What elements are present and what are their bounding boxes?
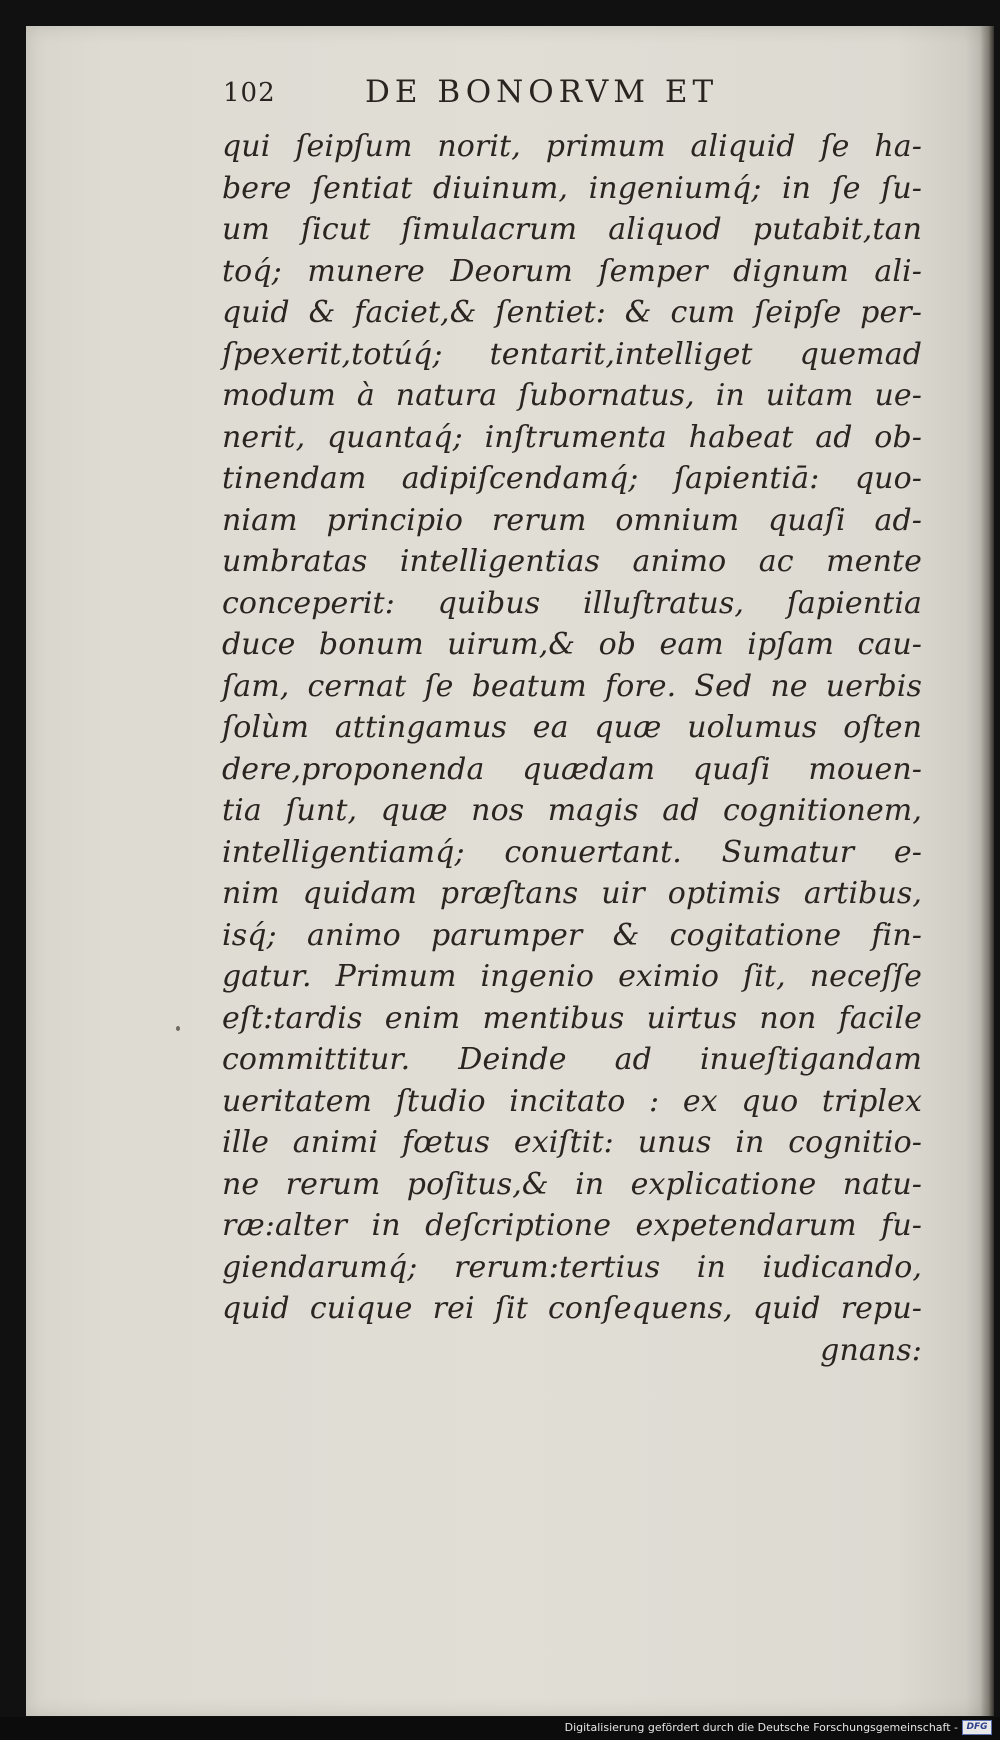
text-line: duce bonum uirum,& ob eam ipſam cau-: [222, 627, 922, 662]
text-line: nerit, quantaq́; inſtrumenta habeat ad ob-: [222, 419, 922, 455]
text-line: ſolùm attingamus ea quæ uolumus oſten: [222, 710, 922, 745]
paper-spot: [176, 1026, 180, 1031]
text-line: isq́; animo parumper & cogitatione fin-: [222, 917, 922, 953]
text-line: qui ſeipſum norit, primum aliquid ſe ha-: [222, 129, 922, 164]
text-line: intelligentiamq́; conuertant. Sumatur e-: [222, 834, 922, 870]
text-line: um ſicut ſimulacrum aliquod putabit,tan: [222, 212, 922, 247]
text-line: conceperit: quibus illuſtratus, ſapientia: [222, 585, 922, 621]
funding-credit: Digitalisierung gefördert durch die Deutsche Forschungsgemeinschaft -: [564, 1721, 958, 1734]
text-line: dere,proponenda quædam quaſi mouen-: [222, 751, 922, 787]
dfg-logo-text: DFG: [966, 1722, 988, 1732]
text-line: ueritatem ſtudio incitato : ex quo triplex: [222, 1083, 922, 1119]
dfg-logo: [962, 1720, 992, 1735]
catchword: gnans:: [820, 1332, 922, 1368]
text-line: quid & faciet,& ſentiet: & cum ſeipſe per-: [222, 295, 922, 330]
text-line: umbratas intelligentias animo ac mente: [222, 544, 922, 579]
text-line: nim quidam præſtans uir optimis artibus,: [222, 876, 922, 911]
text-line: tinendam adipiſcendamq́; ſapientiā: quo-: [222, 461, 922, 496]
page-number: 102: [223, 78, 276, 108]
text-line: quid cuique rei ſit conſequens, quid repu-: [222, 1291, 922, 1326]
text-line: modum à natura ſubornatus, in uitam ue-: [222, 378, 922, 413]
text-line: giendarumq́; rerum:tertius in iudicando,: [222, 1249, 922, 1285]
text-line: committitur. Deinde ad inueſtigandam: [222, 1042, 922, 1077]
footer-bar: [0, 1717, 1000, 1740]
text-line: ſam, cernat ſe beatum fore. Sed ne uerbis: [222, 668, 922, 704]
text-line: bere ſentiat diuinum, ingeniumq́; in ſe ſu-: [222, 170, 922, 206]
page-edge-shadow: [980, 26, 994, 1716]
text-line: ſpexerit,totúq́; tentarit,intelliget quemad: [222, 336, 922, 372]
text-line: eſt:tardis enim mentibus uirtus non facile: [222, 1000, 922, 1036]
text-line: niam principio rerum omnium quaſi ad-: [222, 502, 922, 538]
text-line: ne rerum poſitus,& in explicatione natu-: [222, 1166, 922, 1202]
text-line: ræ:alter in deſcriptione expetendarum fu-: [222, 1208, 922, 1243]
text-line: gatur. Primum ingenio eximio ſit, neceſſe: [222, 959, 922, 994]
body-text: [222, 126, 922, 1371]
text-line: toq́; munere Deorum ſemper dignum ali-: [222, 253, 922, 289]
text-line: ille animi fœtus exiſtit: unus in cognitio-: [222, 1125, 922, 1160]
running-title: DE BONORVM ET: [365, 74, 719, 110]
running-head: [193, 72, 813, 116]
text-line: tia ſunt, quæ nos magis ad cognitionem,: [222, 793, 922, 828]
